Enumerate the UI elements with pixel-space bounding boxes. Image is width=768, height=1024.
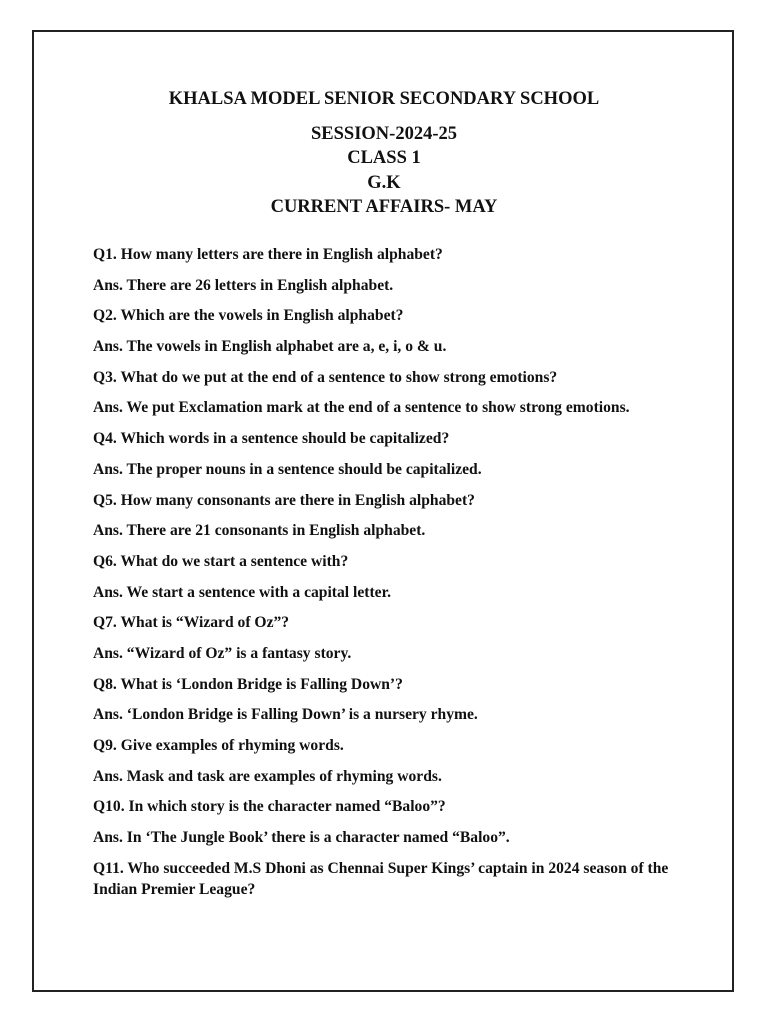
question-9: Q9. Give examples of rhyming words. (93, 737, 344, 754)
question-1: Q1. How many letters are there in English alphabet? (93, 246, 443, 263)
question-10: Q10. In which story is the character named “Baloo”? (93, 798, 446, 816)
question-7: Q7. What is “Wizard of Oz”? (93, 614, 290, 632)
question-8: Q8. What is ‘London Bridge is Falling Down’? (93, 675, 403, 693)
answer-7: Ans. “Wizard of Oz” is a fantasy story. (93, 644, 352, 662)
topic-label: CURRENT AFFAIRS- MAY (270, 196, 498, 217)
answer-9: Ans. Mask and task are examples of rhyming words. (93, 767, 442, 785)
question-2: Q2. Which are the vowels in English alphabet? (93, 307, 404, 325)
answer-3: Ans. We put Exclamation mark at the end of a sentence to show strong emotions. (93, 399, 630, 417)
answer-8: Ans. ‘London Bridge is Falling Down’ is a nursery rhyme. (93, 706, 478, 724)
question-6: Q6. What do we start a sentence with? (93, 552, 349, 570)
question-5: Q5. How many consonants are there in English alphabet? (93, 491, 475, 509)
class-label: CLASS 1 (347, 148, 421, 169)
school-name: KHALSA MODEL SENIOR SECONDARY SCHOOL (168, 89, 600, 109)
subject-label: G.K (367, 172, 401, 193)
header-details (0, 122, 768, 219)
question-3: Q3. What do we put at the end of a sentence to show strong emotions? (93, 368, 558, 386)
answer-5: Ans. There are 21 consonants in English alphabet. (93, 522, 426, 540)
answer-10: Ans. In ‘The Jungle Book’ there is a character named “Baloo”. (93, 829, 510, 847)
question-4: Q4. Which words in a sentence should be capitalized? (93, 430, 450, 448)
session-label: SESSION-2024-25 (311, 124, 457, 144)
qa-list (93, 244, 683, 901)
answer-4: Ans. The proper nouns in a sentence should be capitalized. (93, 460, 482, 478)
answer-2: Ans. The vowels in English alphabet are a, e, i, o & u. (93, 338, 447, 356)
question-11: Q11. Who succeeded M.S Dhoni as Chennai Super Kings’ captain in 2024 season of the Indian Premier League? (93, 859, 669, 899)
answer-1: Ans. There are 26 letters in English alphabet. (93, 276, 394, 294)
answer-6: Ans. We start a sentence with a capital letter. (93, 583, 391, 601)
